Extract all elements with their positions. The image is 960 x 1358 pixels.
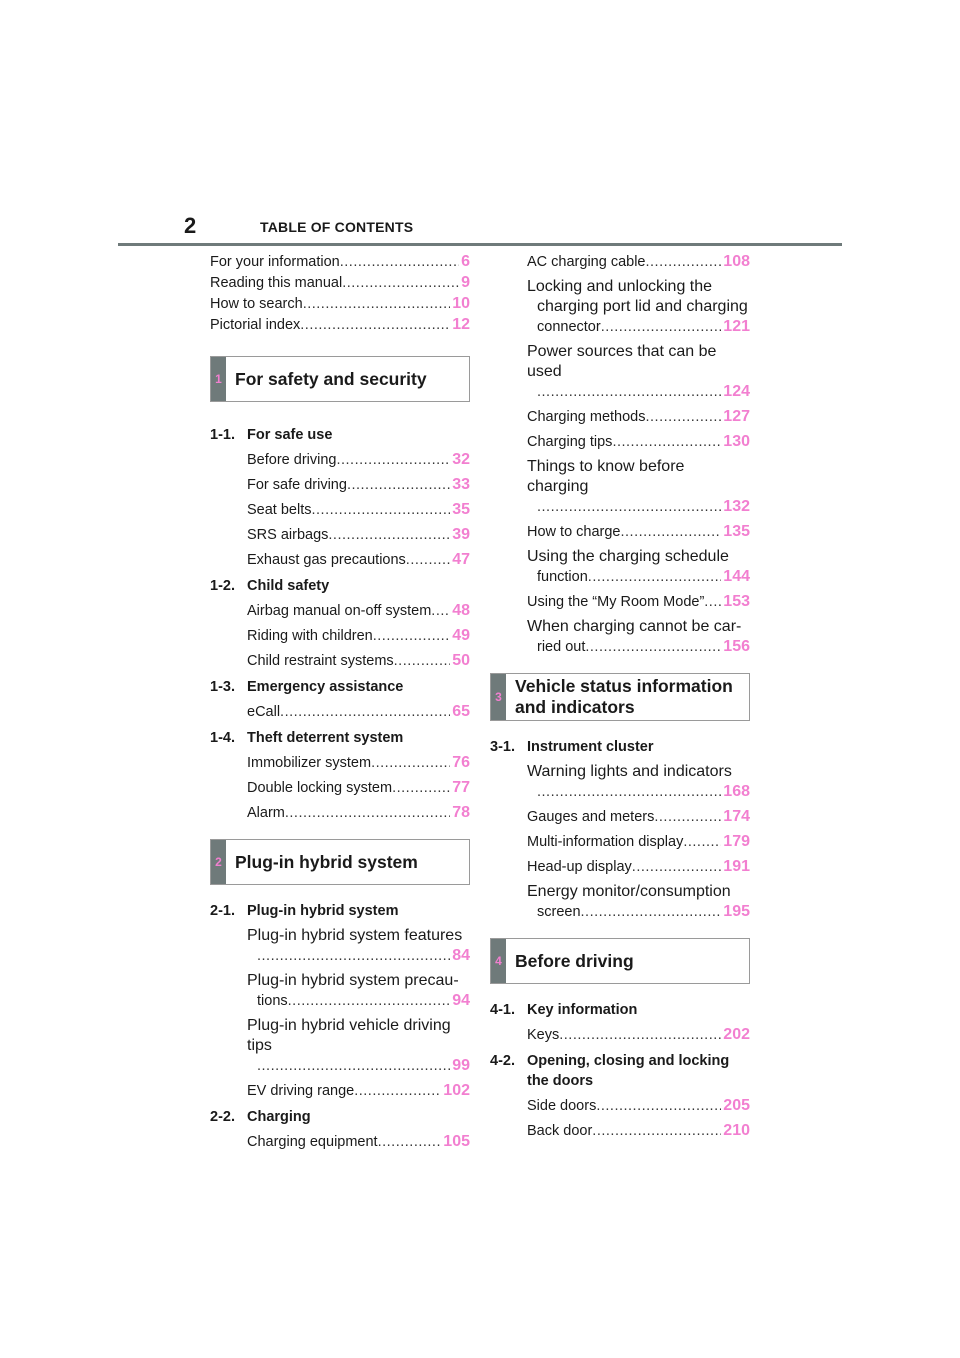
toc-page-number: 205 [723,1097,750,1114]
dot-leader [585,637,721,657]
section-number: 1-4. [210,730,235,746]
toc-entry-label: function [537,569,588,585]
toc-entry-label: Charging methods [527,409,646,425]
dot-leader [257,946,450,966]
toc-entry[interactable] [527,382,750,402]
toc-entry[interactable] [527,432,750,452]
toc-entry[interactable] [527,807,750,827]
toc-entry-label: Child restraint systems [247,653,394,669]
toc-entry-label: Pictorial index [210,317,301,333]
toc-entry-group [210,1132,470,1152]
toc-entry-label: Seat belts [247,502,312,518]
toc-entry-label: When charging cannot be car- [527,618,742,635]
toc-page-number: 191 [723,858,750,875]
toc-page-number: 105 [443,1133,470,1150]
dot-leader [257,1056,450,1076]
section-heading[interactable] [210,576,470,596]
toc-entry-group [490,252,750,657]
toc-page-number: 179 [723,833,750,850]
toc-entry-label: Airbag manual on-off system [247,603,432,619]
toc-entry-multiline[interactable] [527,762,750,802]
dot-leader [328,525,450,545]
section-title-line: the doors [527,1073,594,1089]
dot-leader [654,807,721,827]
toc-page-number: 6 [461,253,470,270]
toc-entry[interactable] [247,525,470,545]
dot-leader [612,432,721,452]
toc-entry-multiline[interactable] [527,457,750,517]
toc-entry[interactable] [527,522,750,542]
toc-page-number: 35 [452,501,470,518]
dot-leader [300,315,450,335]
toc-entry-label: ried out [537,639,586,655]
toc-entry[interactable] [527,1025,750,1045]
toc-entry-label: Using the “My Room Mode” [527,594,705,610]
toc-page-number: 121 [723,318,750,335]
toc-entry-multiline[interactable] [527,617,750,657]
dot-leader [537,382,721,402]
dot-leader [621,522,722,542]
section-number: 1-1. [210,427,235,443]
toc-entry[interactable] [247,550,470,570]
toc-entry-label: Warning lights and indicators [527,763,732,780]
toc-page-number: 50 [452,652,470,669]
toc-page-number: 108 [723,253,750,270]
toc-entry-label: Exhaust gas precautions [247,552,406,568]
toc-entry[interactable] [527,407,750,427]
toc-entry[interactable] [247,475,470,495]
toc-entry-multiline[interactable] [527,342,750,402]
toc-entry[interactable] [527,567,750,587]
toc-page-number: 12 [452,316,470,333]
toc-entry-label: For safe driving [247,477,347,493]
toc-entry-multiline[interactable] [527,277,750,337]
dot-leader [340,252,459,272]
dot-leader [288,991,451,1011]
toc-entry[interactable] [210,252,470,272]
toc-entry-label: Back door [527,1123,593,1139]
dot-leader [312,500,451,520]
toc-page-number: 76 [452,754,470,771]
toc-entry[interactable] [527,1121,750,1141]
toc-entry[interactable] [527,902,750,922]
toc-entry[interactable] [247,753,470,773]
toc-entry-label: Before driving [247,452,337,468]
section-title: Plug-in hybrid system [247,903,399,919]
toc-entry-label: Charging tips [527,434,613,450]
toc-entry-label: Double locking system [247,780,393,796]
toc-page-number: 195 [723,903,750,920]
toc-entry-label: SRS airbags [247,527,329,543]
toc-entry-label-cont: charging port lid and charging [537,298,748,315]
toc-entry[interactable] [527,832,750,852]
running-head: TABLE OF CONTENTS [260,219,414,235]
toc-entry-label: Plug-in hybrid vehicle driving tips [247,1017,451,1054]
section-title: Key information [527,1002,638,1018]
section-heading[interactable] [490,737,750,757]
section-number: 2-1. [210,903,235,919]
toc-entry-label: Plug-in hybrid system features [247,927,463,944]
dot-leader [342,273,459,293]
dot-leader [537,497,721,517]
section-number: 2-2. [210,1109,235,1125]
toc-entry[interactable] [247,1132,470,1152]
dot-leader [347,475,450,495]
toc-entry[interactable] [527,497,750,517]
chapter-number-tab: 2 [211,840,226,884]
toc-entry[interactable] [527,317,750,337]
dot-leader [704,592,721,612]
toc-entry-label: eCall [247,704,281,720]
section-title: Emergency assistance [247,679,404,695]
toc-entry-label: Keys [527,1027,560,1043]
header-rule [118,243,842,246]
chapter-box[interactable] [210,839,470,885]
toc-entry[interactable] [247,778,470,798]
toc-page-number: 156 [723,638,750,655]
toc-entry-label: Side doors [527,1098,597,1114]
toc-entry-label: Charging equipment [247,1134,378,1150]
toc-page-number: 77 [452,779,470,796]
dot-leader [431,601,450,621]
toc-entry[interactable] [247,450,470,470]
toc-page-number: 102 [443,1082,470,1099]
section-title: Theft deterrent system [247,730,404,746]
toc-entry-multiline[interactable] [247,926,470,966]
toc-entry[interactable] [247,803,470,823]
toc-page-number: 124 [723,383,750,400]
chapter-title-line: Vehicle status information [515,676,733,696]
toc-entry[interactable] [527,1096,750,1116]
chapter-title [506,674,733,720]
section-number: 1-2. [210,578,235,594]
toc-page-number: 65 [452,703,470,720]
dot-leader [392,778,450,798]
chapter-title-text [515,676,733,718]
toc-entry-label: Locking and unlocking the [527,278,713,295]
dot-leader [537,782,721,802]
toc-entry[interactable] [527,782,750,802]
toc-entry[interactable] [247,1056,470,1076]
toc-entry-group [210,753,470,823]
toc-page-number: 49 [452,627,470,644]
toc-entry[interactable] [247,991,470,1011]
toc-entry-label: screen [537,904,581,920]
toc-page-number: 99 [452,1057,470,1074]
toc-page-number: 48 [452,602,470,619]
toc-entry-group [210,702,470,722]
toc-page-number: 47 [452,551,470,568]
toc-entry[interactable] [210,294,470,314]
toc-entry-multiline[interactable] [527,547,750,587]
section-number: 3-1. [490,739,515,755]
chapter-box[interactable] [490,673,750,721]
dot-leader [394,651,451,671]
toc-page-number: 94 [452,992,470,1009]
toc-page-number: 202 [723,1026,750,1043]
toc-entry[interactable] [247,500,470,520]
chapter-title-line: and indicators [515,697,635,717]
section-heading[interactable] [210,901,470,921]
dot-leader [285,803,450,823]
section-title: For safe use [247,427,333,443]
toc-entry-label: EV driving range [247,1083,355,1099]
dot-leader [596,1096,721,1116]
toc-entry-label: How to search [210,296,303,312]
toc-entry-label: Immobilizer system [247,755,372,771]
chapter-number-tab: 3 [491,674,506,720]
dot-leader [592,1121,721,1141]
section-heading[interactable] [210,728,470,748]
toc-page-number: 168 [723,783,750,800]
dot-leader [373,626,450,646]
toc-entry[interactable] [247,651,470,671]
toc-entry[interactable] [210,315,470,335]
toc-page-number: 135 [723,523,750,540]
section-heading[interactable] [210,1107,470,1127]
toc-entry[interactable] [210,273,470,293]
toc-page-number: 32 [452,451,470,468]
section-heading[interactable] [490,1051,750,1091]
dot-leader [280,702,450,722]
dot-leader [581,902,722,922]
dot-leader [336,450,450,470]
toc-page-number: 174 [723,808,750,825]
dot-leader [646,407,722,427]
toc-entry[interactable] [247,702,470,722]
dot-leader [646,252,722,272]
toc-entry-label: Power sources that can be used [527,343,717,380]
dot-leader [303,294,451,314]
toc-entry[interactable] [527,592,750,612]
toc-entry[interactable] [247,626,470,646]
toc-page-number: 39 [452,526,470,543]
toc-entry[interactable] [247,946,470,966]
toc-entry[interactable] [527,857,750,877]
toc-entry-label: Alarm [247,805,285,821]
toc-page-number: 130 [723,433,750,450]
toc-page-number: 9 [461,274,470,291]
toc-entry-label: How to charge [527,524,621,540]
toc-entry-group [210,926,470,1101]
toc-entry[interactable] [527,252,750,272]
dot-leader [632,857,722,877]
toc-entry-label: Reading this manual [210,275,343,291]
dot-leader [406,550,450,570]
toc-page-number: 33 [452,476,470,493]
toc-entry-label: Plug-in hybrid system precau- [247,972,459,989]
toc-entry-label: Gauges and meters [527,809,655,825]
toc-entry-label: Riding with children [247,628,373,644]
dot-leader [588,567,722,587]
chapter-title: Before driving [515,950,634,971]
toc-page-number: 144 [723,568,750,585]
dot-leader [559,1025,721,1045]
toc-entry-group [210,450,470,570]
chapter-box[interactable] [210,356,470,402]
chapter-number-tab: 1 [211,357,226,401]
chapter-box[interactable] [490,938,750,984]
toc-entry-label: Things to know before charging [527,458,685,495]
toc-page-number: 84 [452,947,470,964]
chapter-number-tab: 4 [491,939,506,983]
section-heading[interactable] [210,425,470,445]
toc-entry-group [210,601,470,671]
section-title: Instrument cluster [527,739,654,755]
toc-entry-label: Using the charging schedule [527,548,729,565]
dot-leader [683,832,721,852]
dot-leader [378,1132,442,1152]
section-title: Child safety [247,578,330,594]
toc-entry-group [490,1025,750,1045]
toc-entry-multiline[interactable] [247,971,470,1011]
toc-page-number: 153 [723,593,750,610]
toc-entry[interactable] [527,637,750,657]
dot-leader [371,753,450,773]
toc-entry-label: For your information [210,254,340,270]
section-title: Charging [247,1109,311,1125]
toc-entry-label: Multi-information display [527,834,684,850]
section-title-line: Opening, closing and locking [527,1053,730,1069]
toc-column-right [490,252,750,1146]
toc-page-number: 127 [723,408,750,425]
section-heading[interactable] [490,1000,750,1020]
toc-column-left [210,252,470,1157]
dot-leader [601,317,722,337]
page-number: 2 [184,213,197,238]
toc-entry-group [490,762,750,922]
toc-page-number: 132 [723,498,750,515]
section-number: 4-1. [490,1002,515,1018]
toc-entry-label: AC charging cable [527,254,646,270]
toc-page-number: 10 [452,295,470,312]
section-heading[interactable] [210,677,470,697]
toc-page-number: 78 [452,804,470,821]
toc-entry[interactable] [247,601,470,621]
section-title [527,1051,729,1091]
chapter-title: Plug-in hybrid system [235,851,418,872]
toc-entry-label: Energy monitor/consumption [527,883,731,900]
section-number: 1-3. [210,679,235,695]
toc-entry-label: tions [257,993,288,1009]
toc-page-number: 210 [723,1122,750,1139]
chapter-title: For safety and security [235,368,427,389]
toc-entry-group [490,1096,750,1141]
toc-entry-label: connector [537,319,601,335]
section-number: 4-2. [490,1053,515,1069]
dot-leader [354,1081,441,1101]
toc-entry-multiline[interactable] [247,1016,470,1076]
toc-entry-multiline[interactable] [527,882,750,922]
toc-entry[interactable] [247,1081,470,1101]
toc-entry-label: Head-up display [527,859,632,875]
